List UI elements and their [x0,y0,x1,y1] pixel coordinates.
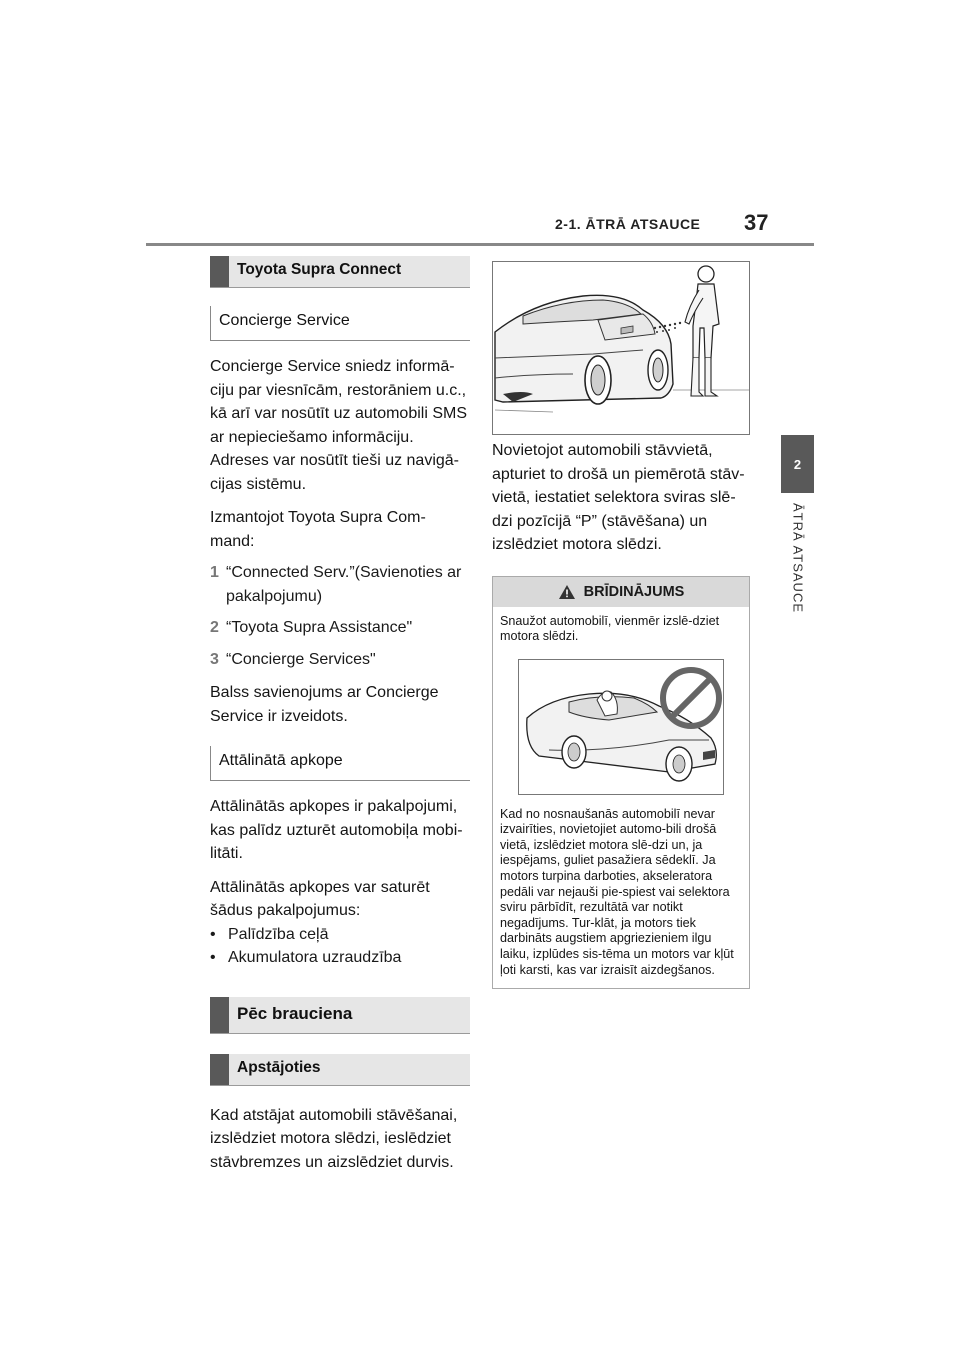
step-item [210,648,470,672]
list-item-text: Akumulatora uzraudzība [228,949,402,966]
illustration-sleeping-in-car [518,659,724,795]
list-item-text: Palīdzība ceļā [228,925,329,943]
step-item [210,561,470,608]
step-text: “Concierge Services" [226,650,376,668]
heading-marker [210,1054,229,1085]
warning-text: Snaužot automobilī, vienmēr izslē-dziet motora slēdzi. [500,613,720,644]
heading-after-driving [210,997,470,1034]
step-number: 2 [210,619,219,636]
step-number: 1 [210,564,219,581]
list-item [210,923,470,947]
warning-body [493,607,749,989]
bullet-icon: • [210,925,216,943]
heading-marker [210,256,229,287]
warning-text: Kad no nosnaušanās automobilī nevar izvairīties, novietojiet automo-bili drošā vietā, izslēdziet motora slē-dzi un, ja iespējams, guliet pasažiera sēdeklī. Ja motors turpina darboties, akseleratora pedāli var nejauši pie-spiest vai selektora sviru pārbīdīt, rezultātā var notikt negadījums. Tur-klāt, ja motors tiek darbināts augstiem apgriezieniem ilgu laiku, izplūdes sis-tēma un motors var kļūt ļoti karsti, kas var izraisīt aizdegšanos. [500,806,734,977]
paragraph: Attālinātās apkopes ir pakalpojumi, kas palīdz uzturēt automobiļa mobi-litāti. [210,798,463,862]
header-divider [146,243,814,246]
paragraph: Attālinātās apkopes var saturēt šādus pakalpojumus: [210,878,430,919]
chapter-tab[interactable] [781,435,814,493]
paragraph: Novietojot automobili stāvvietā, apturiet to drošā un piemērotā stāv-vietā, iestatiet selektora sviras slē-dzi pozīcijā “P” (stāvēšana) un izslēdziet motora slēdzi. [492,442,745,553]
page-number: 37 [744,210,769,235]
bullet-icon: • [210,949,216,966]
warning-triangle-icon [558,584,576,600]
step-number: 3 [210,650,219,668]
section-title: 2-1. ĀTRĀ ATSAUCE [555,216,701,232]
heading-text: Apstājoties [237,1058,321,1076]
heading-text: Pēc brauciena [237,1003,353,1023]
heading-stopping [210,1054,470,1086]
car-sleep-illustration [519,660,723,794]
left-column [210,256,470,1174]
paragraph: Kad atstājat automobili stāvēšanai, izslēdziet motora slēdzi, ieslēdziet stāvbremzes un aizslēdziet durvis. [210,1106,458,1171]
subheading-remote-service: Attālinātā apkope [210,746,470,781]
warning-title: BRĪDINĀJUMS [583,583,685,600]
right-column [492,261,750,989]
step-text: “Connected Serv.”(Savienoties ar pakalpojumu) [226,564,462,605]
car-lock-illustration [493,262,749,434]
illustration-locking-car [492,261,750,435]
chapter-number: 2 [793,456,802,472]
chapter-label: ĀTRĀ ATSAUCE [790,503,806,614]
list-item [210,946,470,970]
heading-text: Toyota Supra Connect [237,261,402,278]
step-text: “Toyota Supra Assistance" [226,619,413,636]
step-item [210,616,470,640]
heading-marker [210,997,229,1033]
warning-box [492,576,750,990]
heading-toyota-supra-connect [210,256,470,288]
warning-header [493,577,749,607]
subheading-concierge: Concierge Service [210,306,470,341]
paragraph: Concierge Service sniedz informā-ciju par viesnīcām, restorāniem u.c., kā arī var nosūtīt uz automobili SMS ar nepieciešamo informāciju. Adreses var nosūtīt tieši uz navigā-cijas sistēmu. [210,358,467,493]
paragraph: Balss savienojums ar Concierge Service ir izveidots. [210,684,439,725]
paragraph: Izmantojot Toyota Supra Com-mand: [210,509,426,550]
